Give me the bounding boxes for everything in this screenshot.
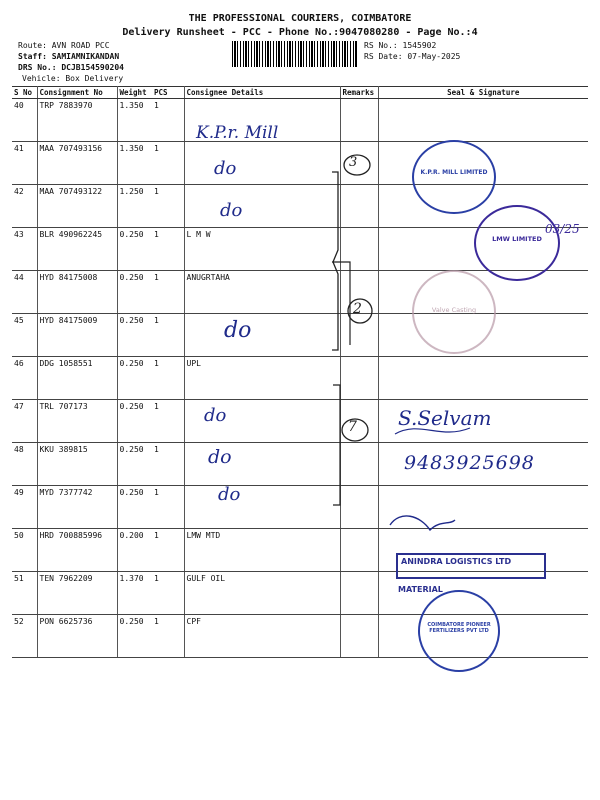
stamp-date-scrawl: 03/25: [545, 222, 580, 236]
remark-count: 7: [348, 419, 357, 435]
cell-weight: 1.370: [117, 572, 152, 615]
cell-consignee: L M W: [184, 228, 340, 271]
cell-weight: 1.350: [117, 99, 152, 142]
lmw-stamp-text: LMW LIMITED: [492, 235, 542, 243]
logistics-stamp: [396, 553, 546, 579]
cell-weight: 0.250: [117, 400, 152, 443]
rs-no-label: RS No.:: [364, 41, 398, 50]
cell-consignment: TRP 7883970: [37, 99, 117, 142]
cell-weight: 0.250: [117, 486, 152, 529]
header-consignee: Consignee Details: [184, 87, 340, 99]
cell-sno: 52: [12, 615, 37, 658]
material-stamp-text: MATERIAL: [398, 585, 443, 594]
cell-pcs: 1: [152, 615, 184, 658]
cell-pcs: 1: [152, 486, 184, 529]
staff-label: Staff:: [18, 52, 47, 61]
cell-consignee: CPF: [184, 615, 340, 658]
lmw-stamp: [474, 205, 560, 281]
cell-sno: 45: [12, 314, 37, 357]
cell-consignment: MAA 707493122: [37, 185, 117, 228]
handwritten-ditto: do: [214, 158, 237, 179]
cell-sno: 48: [12, 443, 37, 486]
cell-consignment: PON 6625736: [37, 615, 117, 658]
cell-weight: 1.250: [117, 185, 152, 228]
cell-pcs: 1: [152, 357, 184, 400]
rs-no-value: 1545902: [402, 41, 437, 50]
valve-casting-stamp: [412, 270, 496, 354]
handwritten-ditto: do: [208, 446, 232, 468]
rs-date-label: RS Date:: [364, 52, 403, 61]
cell-weight: 0.250: [117, 443, 152, 486]
cell-sno: 50: [12, 529, 37, 572]
cell-consignee: LMW MTD: [184, 529, 340, 572]
cell-weight: 0.250: [117, 314, 152, 357]
valve-stamp-text: Valve Casting: [431, 306, 477, 314]
kpr-mill-stamp: [412, 140, 496, 214]
rs-date-value: 07-May-2025: [407, 52, 461, 61]
route-label: Route:: [18, 41, 47, 50]
header-seal: Seal & Signature: [378, 87, 588, 99]
cell-sno: 43: [12, 228, 37, 271]
cell-pcs: 1: [152, 271, 184, 314]
cell-consignment: DDG 1058551: [37, 357, 117, 400]
remark-count: 3: [349, 155, 358, 170]
cpf-stamp: [418, 590, 500, 672]
cell-pcs: 1: [152, 228, 184, 271]
cell-sno: 46: [12, 357, 37, 400]
header-consignment: Consignment No: [37, 87, 117, 99]
staff-value: SAMIAMNIKANDAN: [51, 52, 120, 61]
company-title: THE PROFESSIONAL COURIERS, COIMBATORE: [188, 13, 412, 24]
handwritten-consignee: K.P.r. Mill: [196, 123, 279, 143]
handwritten-ditto: do: [218, 484, 241, 505]
cell-sno: 44: [12, 271, 37, 314]
runsheet-subtitle: Delivery Runsheet - PCC - Phone No.:9047080280 - Page No.:4: [122, 27, 478, 38]
cell-pcs: 1: [152, 142, 184, 185]
cell-pcs: 1: [152, 443, 184, 486]
cell-pcs: 1: [152, 400, 184, 443]
cell-pcs: 1: [152, 185, 184, 228]
header-weight: Weight: [117, 87, 152, 99]
drs-label: DRS No.:: [18, 63, 57, 72]
route-value: AVN ROAD PCC: [51, 41, 110, 50]
cell-pcs: 1: [152, 529, 184, 572]
cell-consignment: KKU 389815: [37, 443, 117, 486]
cell-sno: 41: [12, 142, 37, 185]
header-sno: S No: [12, 87, 37, 99]
handwritten-ditto: do: [224, 318, 252, 343]
cell-consignee: UPL: [184, 357, 340, 400]
cell-consignment: MAA 707493156: [37, 142, 117, 185]
cell-pcs: 1: [152, 99, 184, 142]
cell-sno: 47: [12, 400, 37, 443]
cell-weight: 0.250: [117, 615, 152, 658]
cell-sno: 40: [12, 99, 37, 142]
cell-weight: 0.250: [117, 228, 152, 271]
vehicle-value: Box Delivery: [65, 74, 124, 83]
cell-sno: 49: [12, 486, 37, 529]
cell-weight: 0.200: [117, 529, 152, 572]
logistics-stamp-text: ANINDRA LOGISTICS LTD: [401, 557, 512, 566]
cell-weight: 1.350: [117, 142, 152, 185]
cell-sno: 42: [12, 185, 37, 228]
header-pcs: PCS: [152, 87, 184, 99]
cell-consignment: TRL 707173: [37, 400, 117, 443]
handwritten-ditto: do: [220, 200, 243, 221]
cell-consignment: HYD 84175009: [37, 314, 117, 357]
signer-phone: 9483925698: [404, 452, 535, 474]
cell-consignment: BLR 490962245: [37, 228, 117, 271]
cell-pcs: 1: [152, 572, 184, 615]
drs-value: DCJB154590204: [61, 63, 124, 72]
remark-count: 2: [353, 301, 362, 317]
kpr-stamp-text: K.P.R. MILL LIMITED: [420, 169, 488, 176]
vehicle-label: Vehicle:: [22, 74, 61, 83]
cpf-stamp-text: COIMBATORE PIONEER FERTILIZERS PVT LTD: [427, 622, 491, 634]
header-remarks: Remarks: [340, 87, 378, 99]
cell-consignee: GULF OIL: [184, 572, 340, 615]
cell-weight: 0.250: [117, 357, 152, 400]
handwritten-ditto: do: [204, 405, 227, 426]
cell-pcs: 1: [152, 314, 184, 357]
signer-name: S.Selvam: [398, 406, 492, 430]
cell-sno: 51: [12, 572, 37, 615]
cell-consignment: HYD 84175008: [37, 271, 117, 314]
cell-consignment: MYD 7377742: [37, 486, 117, 529]
cell-consignment: HRD 700885996: [37, 529, 117, 572]
cell-consignment: TEN 7962209: [37, 572, 117, 615]
cell-consignee: ANUGRTAHA: [184, 271, 340, 314]
cell-weight: 0.250: [117, 271, 152, 314]
